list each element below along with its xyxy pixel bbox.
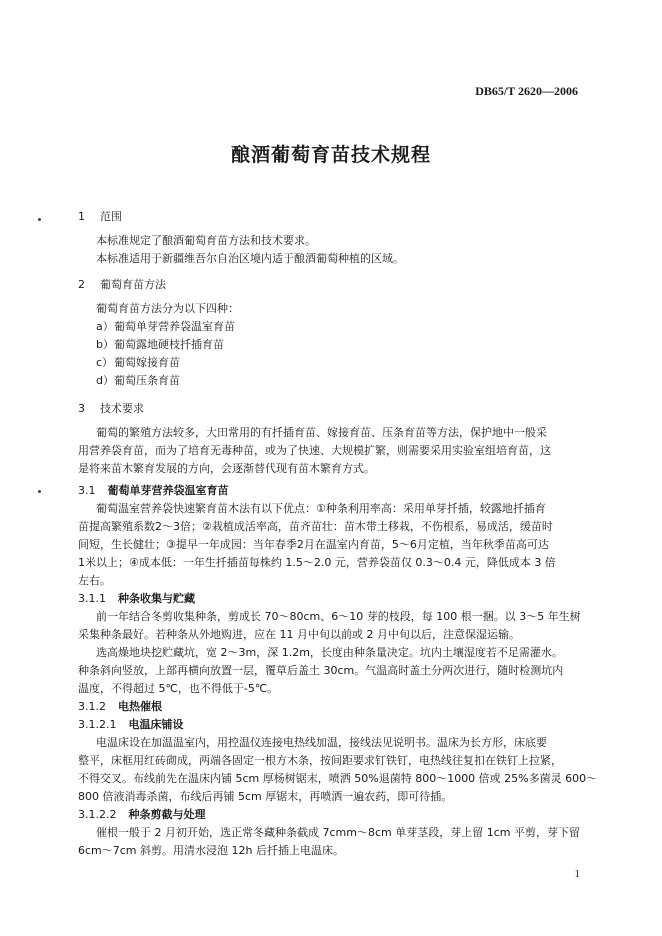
section-1-line: 本标准规定了酿酒葡萄育苗方法和技术要求。 [96,234,316,247]
subsection-3-1-line: 左右。 [78,574,111,587]
standard-code: DB65/T 2620—2006 [475,84,578,98]
subsection-3-1-1-line: 选高燥地块挖贮藏坑，宽 2～3m，深 1.2m，长度由种条量决定。坑内土壤湿度若不足需灌水。 [96,646,563,659]
subsection-3-1-heading: 3.1 葡萄单芽营养袋温室育苗 [78,484,229,497]
section-3-line: 葡萄的繁殖方法较多，大田常用的有扦插育苗、嫁接育苗、压条育苗等方法，保护地中一般采 [96,426,547,439]
section-1-line: 本标准适用于新疆维吾尔自治区境内适于酿酒葡萄种植的区域。 [96,252,404,265]
list-item: d）葡萄压条育苗 [96,374,180,387]
list-item: a）葡萄单芽营养袋温室育苗 [96,320,235,333]
scan-speck [38,218,41,221]
subsection-3-1-2-1-line: 电温床设在加温温室内，用控温仪连接电热线加温，接线法见说明书。温床为长方形，床底要 [96,736,547,749]
subsection-3-1-line: 1米以上；④成本低：一年生扦插苗每株约 1.5～2.0 元，营养袋苗仅 0.3～0.4 元，降低成本 3 倍 [78,556,556,569]
subsection-3-1-1-line: 温度，不得超过 5℃，也不得低于-5℃。 [78,682,279,695]
scan-speck [38,490,41,493]
subsection-3-1-1-line: 前一年结合冬剪收集种条，剪成长 70～80cm、6～10 芽的枝段，每 100 根一捆。以 3～5 年生树 [96,610,581,623]
section-2-intro: 葡萄育苗方法分为以下四种： [96,302,239,315]
subsection-3-1-2-1-line: 不得交叉。布线前先在温床内铺 5cm 厚杨树锯末，喷洒 50%退菌特 800～1000 倍或 25%多菌灵 600～ [78,772,598,785]
section-1-heading: 1 范围 [78,210,122,223]
subsection-3-1-2-1-line: 800 倍液消毒杀菌，布线后再铺 5cm 厚锯末，再喷洒一遍农药，即可待插。 [78,790,453,803]
subsection-3-1-line: 葡萄温室营养袋快速繁育苗木法有以下优点：①种条利用率高：采用单芽扦插，较露地扦插育 [96,502,546,515]
subsection-3-1-2-2-heading: 3.1.2.2 种条剪截与处理 [78,808,206,821]
subsection-3-1-1-line: 采集种条最好。若种条从外地购进，应在 11 月中旬以前或 2 月中旬以后，注意保湿运输。 [78,628,520,641]
subsection-3-1-line: 苗提高繁殖系数2～3倍；②栽植成活率高，苗齐苗壮：苗木带土移栽，不伤根系，易成活，缓苗时 [78,520,553,533]
page-number: 1 [574,868,580,880]
section-3-heading: 3 技术要求 [78,402,144,415]
subsection-3-1-1-heading: 3.1.1 种条收集与贮藏 [78,592,195,605]
subsection-3-1-line: 间短，生长健壮；③提早一年成园：当年春季2月在温室内育苗，5～6月定植，当年秋季苗高可达 [78,538,549,551]
subsection-3-1-2-heading: 3.1.2 电热催根 [78,700,162,713]
section-2-heading: 2 葡萄育苗方法 [78,278,166,291]
list-item: c）葡萄嫁接育苗 [96,356,180,369]
section-3-line: 用营养袋育苗，而为了培育无毒种苗，或为了快速、大规模扩繁，则需要采用实验室组培育苗，这 [78,444,551,457]
subsection-3-1-2-1-line: 整平，床框用红砖砌成，两端各固定一根方木条，按间距要求钉铁钉，电热线往复扣在铁钉上拉紧， [78,754,562,767]
list-item: b）葡萄露地硬枝扦插育苗 [96,338,224,351]
section-3-line: 是将来苗木繁育发展的方向，会逐渐替代现有苗木繁育方式。 [78,462,375,475]
subsection-3-1-2-2-line: 催根一般于 2 月初开始，选正常冬藏种条截成 7cmm～8cm 单芽茎段，芽上留 1cm 平剪，芽下留 [96,826,580,839]
document-title: 酿酒葡萄育苗技术规程 [230,144,431,166]
subsection-3-1-2-1-heading: 3.1.2.1 电温床铺设 [78,718,184,731]
subsection-3-1-2-2-line: 6cm～7cm 斜剪。用清水浸泡 12h 后扦插上电温床。 [78,844,344,857]
subsection-3-1-1-line: 种条斜向竖放，上部再横向放置一层，覆草后盖土 30cm。气温高时盖土分两次进行，随时检测坑内 [78,664,564,677]
